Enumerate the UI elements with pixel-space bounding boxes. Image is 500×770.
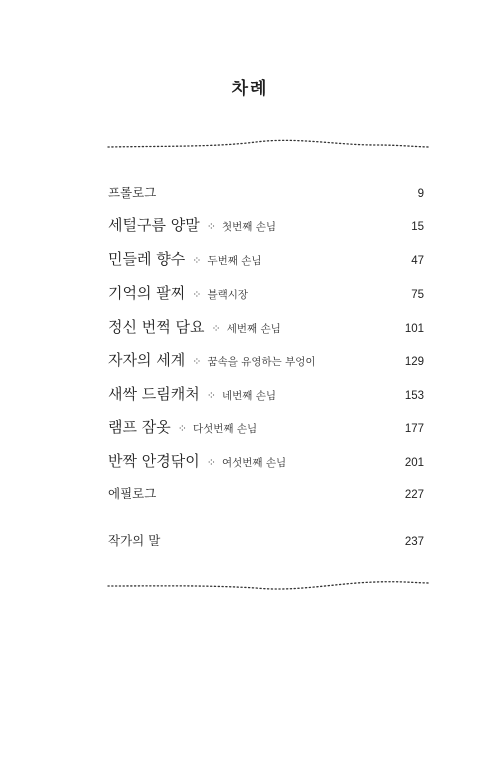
toc-entry-epilogue[interactable] <box>108 484 424 502</box>
separator-icon: ⁘ <box>192 288 202 301</box>
toc-entry-chapter-2[interactable] <box>108 248 424 269</box>
page-title: 차례 <box>231 79 269 99</box>
separator-icon: ⁘ <box>192 355 202 368</box>
toc-entry-subtitle: 세번째 손님 <box>226 323 281 335</box>
separator-icon: ⁘ <box>206 389 216 402</box>
toc-entry-subtitle: 첫번째 손님 <box>221 221 276 233</box>
toc-entry-title: 기억의 팔찌 <box>108 284 186 302</box>
toc-entry-subtitle: 네번째 손님 <box>221 390 276 402</box>
toc-entry-page: 129 <box>404 356 424 368</box>
toc-entry-title: 반짝 안경닦이 <box>108 452 200 470</box>
toc-entry-page: 75 <box>411 289 424 301</box>
toc-entry-chapter-6[interactable] <box>108 383 424 404</box>
toc-entry-page: 15 <box>411 221 424 233</box>
toc-entry-page: 201 <box>404 457 424 469</box>
toc-entry-author-note[interactable] <box>108 531 424 549</box>
separator-icon: ⁘ <box>211 322 221 335</box>
separator-icon: ⁘ <box>177 422 187 435</box>
toc-entry-chapter-8[interactable] <box>108 450 424 471</box>
toc-entry-page: 177 <box>404 423 424 435</box>
toc-entry-chapter-1[interactable] <box>108 214 424 235</box>
toc-entry-title: 정신 번쩍 담요 <box>108 318 205 336</box>
bottom-wavy-divider <box>106 574 432 598</box>
separator-icon: ⁘ <box>206 220 216 233</box>
toc-entry-title: 램프 잠옷 <box>108 418 171 436</box>
toc-entry-subtitle: 꿈속을 유영하는 부엉이 <box>207 356 316 368</box>
toc-entry-page: 227 <box>404 489 424 501</box>
toc-entry-chapter-4[interactable] <box>108 316 424 337</box>
toc-entry-subtitle: 블랙시장 <box>207 289 249 301</box>
toc-entry-title: 민들레 향수 <box>108 250 186 268</box>
toc-entry-title: 새싹 드림캐처 <box>108 385 200 403</box>
toc-entry-title: 프롤로그 <box>108 185 157 200</box>
toc-entry-chapter-7[interactable] <box>108 416 424 437</box>
toc-entry-title: 세털구름 양말 <box>108 216 200 234</box>
toc-entry-prologue[interactable] <box>108 183 424 201</box>
toc-entry-chapter-3[interactable] <box>108 282 424 303</box>
toc-entry-subtitle: 여섯번째 손님 <box>221 457 287 469</box>
toc-entry-page: 47 <box>411 255 424 267</box>
toc-entry-page: 153 <box>404 390 424 402</box>
toc-entry-page: 9 <box>417 188 424 200</box>
toc-entry-subtitle: 다섯번째 손님 <box>192 423 258 435</box>
toc-entry-subtitle: 두번째 손님 <box>207 255 262 267</box>
toc-entry-page: 237 <box>404 536 424 548</box>
toc-entry-title: 작가의 말 <box>108 533 161 548</box>
separator-icon: ⁘ <box>206 456 216 469</box>
top-wavy-divider <box>106 133 432 157</box>
toc-entry-page: 101 <box>404 323 424 335</box>
toc-entry-chapter-5[interactable] <box>108 349 424 370</box>
separator-icon: ⁘ <box>192 254 202 267</box>
toc-entry-title: 자자의 세계 <box>108 351 186 369</box>
toc-entry-title: 에필로그 <box>108 486 157 501</box>
